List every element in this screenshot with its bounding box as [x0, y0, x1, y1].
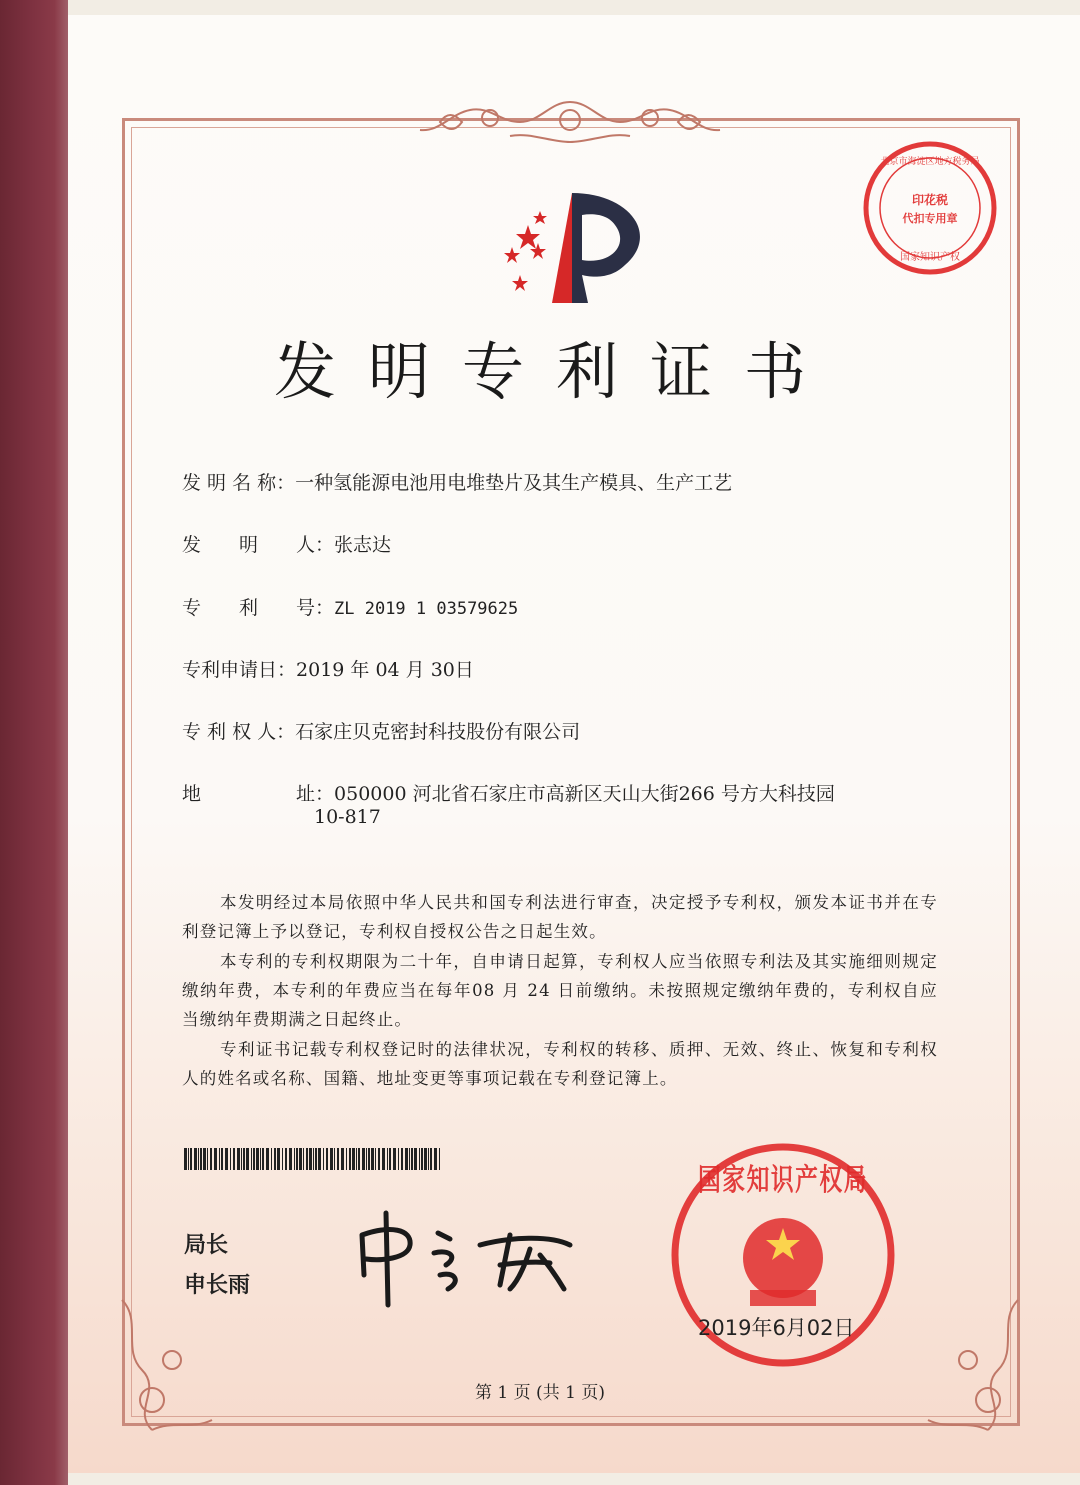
barcode-bar	[299, 1148, 302, 1170]
barcode-bar	[282, 1148, 283, 1170]
paragraph-term: 本专利的专利权期限为二十年，自申请日起算，专利权人应当依照专利法及其实施细则规定缴纳年费，本专利的年费应当在每年08 月 24 日前缴纳。未按照规定缴纳年费的，专利权自应当缴纳年费期满之日起终止。	[182, 952, 938, 1029]
barcode-bar	[337, 1148, 339, 1170]
paragraph-legal-status: 专利证书记载专利权登记时的法律状况，专利权的转移、质押、无效、终止、恢复和专利权人的姓名或名称、国籍、地址变更等事项记载在专利登记簿上。	[182, 1040, 938, 1088]
barcode-bar	[313, 1148, 314, 1170]
field-label: 发 明 名 称：	[182, 472, 296, 494]
barcode-bar	[382, 1148, 385, 1170]
barcode-bar	[430, 1148, 432, 1170]
barcode-bar	[289, 1148, 292, 1170]
field-label: 专 利 权 人：	[182, 721, 296, 743]
field-inventor	[182, 530, 391, 557]
barcode-bar	[424, 1148, 427, 1170]
barcode-bar	[358, 1148, 360, 1170]
barcode-bar	[266, 1148, 269, 1170]
field-invention-name	[182, 468, 732, 495]
bottom-left-ornament-icon	[112, 1290, 222, 1440]
barcode-bar	[349, 1148, 351, 1170]
barcode-bar	[366, 1148, 367, 1170]
barcode-bar	[230, 1148, 231, 1170]
barcode-bar	[387, 1148, 388, 1170]
barcode-bar	[214, 1148, 217, 1170]
field-address	[182, 779, 835, 806]
director-name: 申长雨	[184, 1273, 251, 1298]
barcode-bar	[207, 1148, 208, 1170]
barcode-bar	[405, 1148, 408, 1170]
barcode-bar	[389, 1148, 391, 1170]
barcode-bar	[243, 1148, 245, 1170]
field-address-line2: 10-817	[314, 806, 381, 828]
barcode-bar	[371, 1148, 374, 1170]
field-patent-number	[182, 593, 518, 620]
barcode-bar	[375, 1148, 376, 1170]
paragraph-grant: 本发明经过本局依照中华人民共和国专利法进行审查，决定授予专利权，颁发本证书并在专利登记簿上予以登记，专利权自授权公告之日起生效。	[182, 893, 938, 941]
barcode-bar	[411, 1148, 413, 1170]
barcode-bar	[200, 1148, 202, 1170]
certificate-title: 发明专利证书	[273, 335, 838, 408]
barcode-bar	[315, 1148, 317, 1170]
field-value: 张志达	[334, 534, 392, 556]
barcode-bar	[356, 1148, 357, 1170]
barcode-bar	[194, 1148, 197, 1170]
field-label: 专利申请日：	[182, 659, 297, 681]
bottom-right-ornament-icon	[918, 1290, 1028, 1440]
cnipa-seal-text: 国家知识产权局	[698, 1163, 868, 1198]
barcode-bar	[221, 1148, 223, 1170]
barcode-bar	[237, 1148, 240, 1170]
barcode-bar	[362, 1148, 365, 1170]
barcode-bar	[210, 1148, 212, 1170]
signature-icon	[350, 1205, 580, 1315]
barcode-bar	[225, 1148, 228, 1170]
barcode-bar	[271, 1148, 272, 1170]
tax-stamp-bottom-text: 国家知识产权	[900, 252, 960, 263]
barcode-bar	[334, 1148, 335, 1170]
barcode-bar	[330, 1148, 333, 1170]
tax-stamp-center-2: 代扣专用章	[902, 212, 958, 225]
field-label: 地 址：	[182, 783, 335, 805]
field-value: 一种氢能源电池用电堆垫片及其生产模具、生产工艺	[295, 472, 733, 494]
barcode-bar	[262, 1148, 264, 1170]
barcode-bar	[341, 1148, 344, 1170]
barcode-bar	[190, 1148, 192, 1170]
barcode-bar	[421, 1148, 423, 1170]
barcode-bar	[409, 1148, 410, 1170]
barcode-bar	[198, 1148, 199, 1170]
barcode-bar	[251, 1148, 252, 1170]
issue-date: 2019年6月02日	[698, 1316, 855, 1340]
barcode-bar	[401, 1148, 403, 1170]
binding-spine	[0, 0, 68, 1485]
page-info: 第 1 页 (共 1 页)	[475, 1383, 605, 1403]
field-value: 2019 年 04 月 30日	[296, 659, 474, 681]
field-value: 050000 河北省石家庄市高新区天山大街266 号方大科技园	[334, 783, 835, 805]
barcode-bar	[393, 1148, 396, 1170]
top-ornament-icon	[410, 92, 730, 152]
barcode-bar	[306, 1148, 308, 1170]
patent-office-logo-icon	[490, 185, 660, 315]
barcode-bar	[233, 1148, 235, 1170]
barcode-bar	[439, 1148, 440, 1170]
barcode-bar	[203, 1148, 206, 1170]
barcode-bar	[378, 1148, 380, 1170]
barcode-bar	[323, 1148, 324, 1170]
barcode-bar	[277, 1148, 280, 1170]
field-application-date	[182, 655, 474, 682]
barcode-bar	[253, 1148, 255, 1170]
barcode-bar	[285, 1148, 287, 1170]
field-label: 专 利 号：	[182, 597, 335, 619]
field-value: 石家庄贝克密封科技股份有限公司	[295, 721, 581, 743]
barcode-bar	[419, 1148, 420, 1170]
barcode-bar	[303, 1148, 304, 1170]
barcode-bar	[414, 1148, 417, 1170]
barcode-bar	[326, 1148, 328, 1170]
barcode-icon	[184, 1148, 446, 1170]
barcode-bar	[188, 1148, 189, 1170]
barcode-bar	[352, 1148, 355, 1170]
field-label: 发 明 人：	[182, 534, 335, 556]
barcode-bar	[274, 1148, 276, 1170]
barcode-bar	[294, 1148, 295, 1170]
barcode-bar	[368, 1148, 370, 1170]
tax-stamp-ring-text: 北京市海淀区地方税务局	[880, 157, 980, 167]
barcode-bar	[256, 1148, 259, 1170]
barcode-bar	[434, 1148, 437, 1170]
barcode-bar	[260, 1148, 261, 1170]
barcode-bar	[246, 1148, 249, 1170]
field-patentee	[182, 717, 580, 744]
barcode-bar	[309, 1148, 312, 1170]
barcode-bar	[346, 1148, 347, 1170]
barcode-bar	[296, 1148, 298, 1170]
barcode-bar	[398, 1148, 399, 1170]
director-title: 局长	[184, 1233, 229, 1258]
barcode-bar	[241, 1148, 242, 1170]
tax-stamp-icon	[860, 138, 1000, 278]
barcode-bar	[184, 1148, 187, 1170]
barcode-bar	[428, 1148, 429, 1170]
tax-stamp-center-1: 印花税	[911, 193, 949, 207]
field-value: ZL 2019 1 03579625	[334, 599, 519, 619]
barcode-bar	[318, 1148, 321, 1170]
barcode-bar	[219, 1148, 220, 1170]
